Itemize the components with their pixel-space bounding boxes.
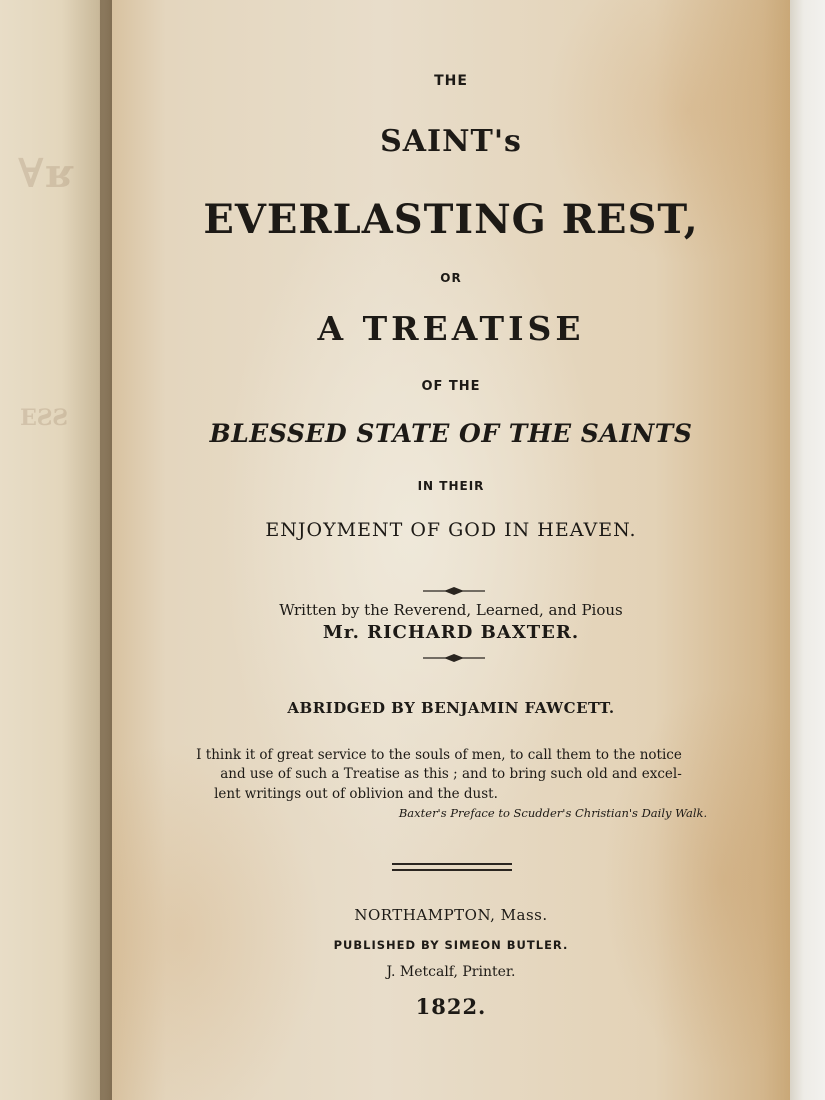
bleed-through-mark: SSƎ (20, 405, 69, 431)
bleed-through-mark: ᴚ∀ (18, 150, 76, 197)
quote-line-2: and use of such a Treatise as this ; and to bring such old and excel- (220, 766, 682, 782)
written-by-line: Written by the Reverend, Learned, and Pious (279, 601, 623, 619)
line-in-their: IN THEIR (417, 479, 485, 493)
title-page (112, 0, 790, 1100)
quote-line-3: lent writings out of oblivion and the dust. (214, 786, 498, 802)
line-of-the: OF THE (421, 379, 481, 394)
printer-line: J. Metcalf, Printer. (386, 964, 516, 980)
line-the: THE (434, 73, 468, 89)
author-line: Mr. RICHARD BAXTER. (322, 622, 580, 643)
facing-page (0, 0, 112, 1100)
background-surface (790, 0, 825, 1100)
quote-line-1: I think it of great service to the souls of men, to call them to the notice (196, 747, 682, 763)
quote-attribution: Baxter's Preface to Scudder's Christian's Daily Walk. (398, 806, 708, 820)
double-rule-bottom (392, 869, 512, 871)
line-blessed-state: BLESSED STATE OF THE SAINTS (209, 419, 693, 448)
line-enjoyment: ENJOYMENT OF GOD IN HEAVEN. (265, 519, 637, 541)
line-saints: SAINT's (380, 124, 522, 159)
diamond-rule-ornament (423, 653, 485, 663)
abridged-line: ABRIDGED BY BENJAMIN FAWCETT. (287, 699, 615, 717)
diamond-rule-ornament (423, 586, 485, 596)
place-line: NORTHAMPTON, Mass. (354, 906, 548, 924)
year-line: 1822. (415, 994, 487, 1019)
line-a-treatise: A TREATISE (317, 309, 585, 348)
line-everlasting-rest: EVERLASTING REST, (203, 196, 699, 243)
double-rule-top (392, 863, 512, 865)
line-or: OR (440, 271, 462, 285)
publisher-line: PUBLISHED BY SIMEON BUTLER. (333, 938, 569, 952)
